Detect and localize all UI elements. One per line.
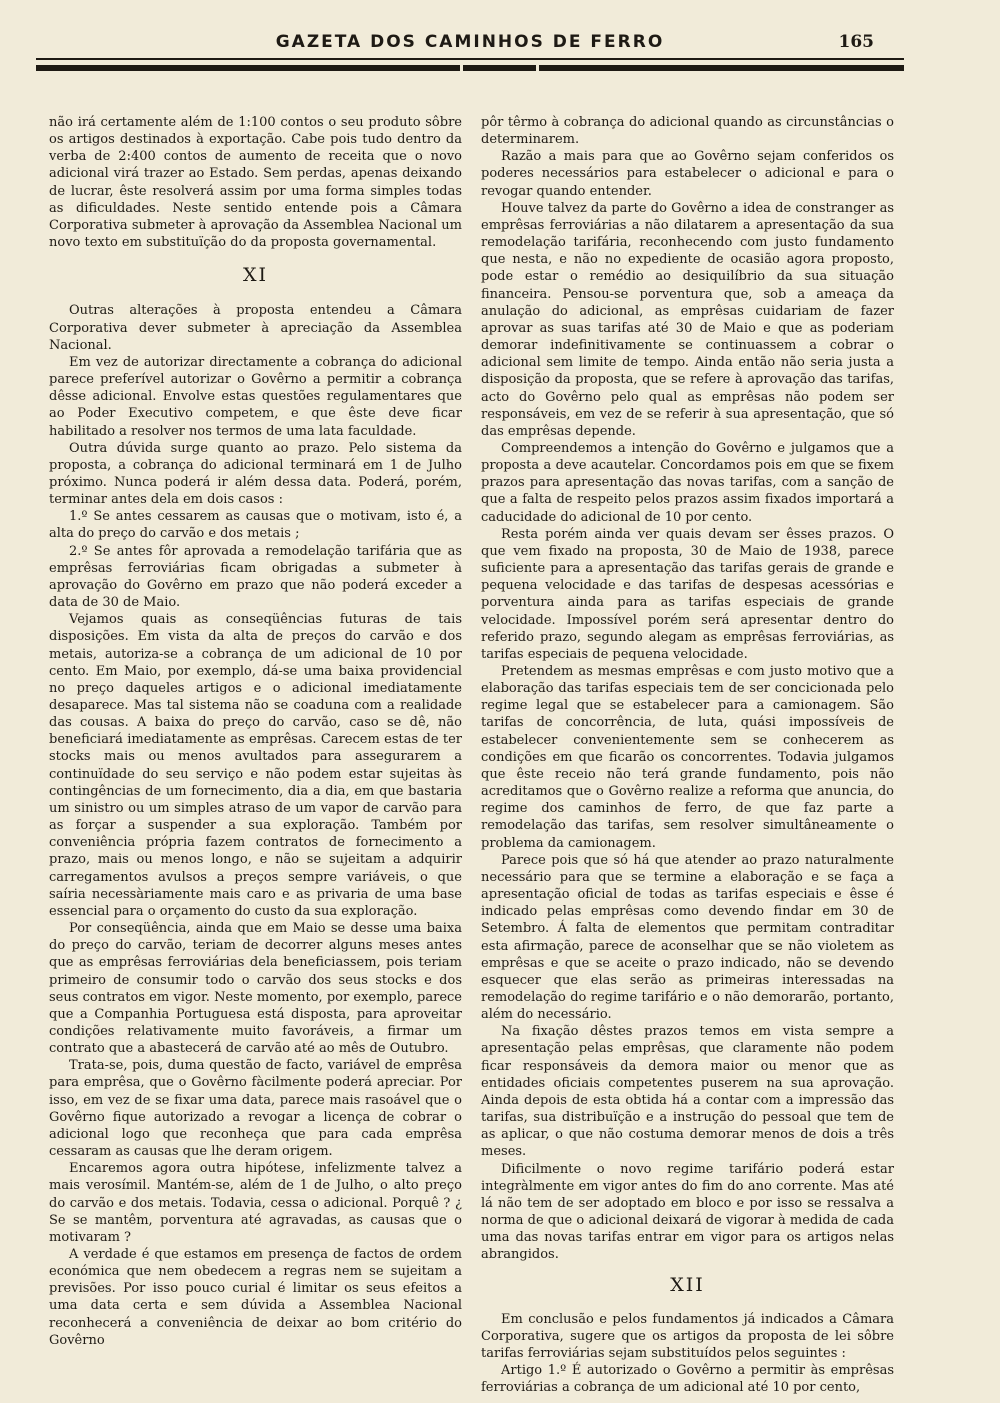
paragraph: Em vez de autorizar directamente a cobrança do adicional parece preferível autorizar o Govêrno a permitir a cobrança dêsse adicional. Envolve estas questões regulamentares que ao Poder Executivo competem, e que êste deve ficar habilitado a resolver nos termos de uma lata faculdade. xyxy=(49,354,462,439)
paragraph: Dificilmente o novo regime tarifário poderá estar integràlmente em vigor antes do fim do ano corrente. Mas até lá não tem de ser adoptado em bloco e por isso se ressalva a norma de que o adicional deixará de vigorar à medida de cada uma das novas tarifas entrar em vigor para os artigos nelas abrangidos. xyxy=(481,1161,894,1263)
paragraph: Encaremos agora outra hipótese, infelizmente talvez a mais verosímil. Mantém-se, além de 1 de Julho, o alto preço do carvão e dos metais. Todavia, cessa o adicional. Porquê ? ¿ Se se mantêm, porventura até agravadas, as causas que o motivaram ? xyxy=(49,1161,462,1245)
paragraph: Em conclusão e pelos fundamentos já indicados a Câmara Corporativa, sugere que os artigos da proposta de lei sôbre tarifas ferroviárias sejam substituídos pelos seguintes : xyxy=(481,1311,894,1361)
paragraph: Outra dúvida surge quanto ao prazo. Pelo sistema da proposta, a cobrança do adicional terminará em 1 de Julho próximo. Nunca poderá ir além dessa data. Poderá, porém, terminar antes dela em dois casos : xyxy=(49,440,462,508)
paragraph: Por conseqüência, ainda que em Maio se desse uma baixa do preço do carvão, teriam de decorrer alguns meses antes que as emprêsas ferroviárias dela beneficiassem, pois teriam primeiro de consumir todo o carvão dos seus stocks e dos seus contratos em vigor. Neste momento, por exemplo, parece que a Companhia Portuguesa está disposta, para aproveitar condições relativamente muito favoráveis, a firmar um contrato que a abastecerá de carvão até ao mês de Outubro. xyxy=(49,921,462,1057)
paragraph: Razão a mais para que ao Govêrno sejam conferidos os poderes necessários para estabelecer o adicional e para o revogar quando entender. xyxy=(481,149,894,199)
header-rule-thick xyxy=(36,65,904,71)
section-heading: XI xyxy=(242,264,269,287)
right-column xyxy=(481,114,894,1396)
paragraph: pôr têrmo à cobrança do adicional quando as circunstâncias o determinarem. xyxy=(481,115,894,148)
paragraph: Houve talvez da parte do Govêrno a idea de constranger as emprêsas ferroviárias a não dilatarem a apresentação da sua remodelação tarifária, reconhecendo com justo fundamento que nesta, e não no expediente de ocasião agora proposto, pode estar o remédio ao desiquilíbrio da sua situação financeira. Pensou-se porventura que, sob a ameaça da anulação do adicional, as emprêsas cuidariam de fazer aprovar as suas tarifas até 30 de Maio e que as poderiam demorar indefinitivamente se continuassem a cobrar o adicional sem limite de tempo. Ainda então não seria justa a disposição da proposta, que se refere à aprovação das tarifas, acto do Govêrno pelo qual as emprêsas não podem ser responsáveis, em vez de se referir à sua apresentação, que só das emprêsas depende. xyxy=(481,200,894,439)
paragraph: Artigo 1.º É autorizado o Govêrno a permitir às emprêsas ferroviárias a cobrança de um adicional até 10 por cento, xyxy=(481,1363,894,1396)
section-heading: XII xyxy=(670,1274,705,1297)
paragraph: 2.º Se antes fôr aprovada a remodelação tarifária que as emprêsas ferroviárias ficam obrigadas a submeter à aprovação do Govêrno em prazo que não poderá exceder a data de 30 de Maio. xyxy=(49,543,462,611)
paragraph: não irá certamente além de 1:100 contos o seu produto sôbre os artigos destinados à exportação. Cabe pois tudo dentro da verba de 2:400 contos de aumento de receita que o novo adicional virá trazer ao Estado. Sem perdas, apenas deixando de lucrar, êste resolverá assim por uma forma simples todas as dificuldades. Neste sentido entende pois a Câmara Corporativa submeter à aprovação da Assemblea Nacional um novo texto em substituïção do da proposta governamental. xyxy=(49,115,462,251)
paragraph: Compreendemos a intenção do Govêrno e julgamos que a proposta a deve acautelar. Concordamos pois em que se fixem prazos para apresentação das novas tarifas, com a sanção de que a falta de respeito pelos prazos assim fixados importará a caducidade do adicional de 10 por cento. xyxy=(481,440,894,525)
publication-title: GAZETA DOS CAMINHOS DE FERRO xyxy=(275,32,665,52)
paragraph: Parece pois que só há que atender ao prazo naturalmente necessário para que se termine a elaboração e se faça a apresentação oficial de todas as tarifas especiais e êsse é indicado pelas emprêsas como devendo findar em 30 de Setembro. Á falta de elementos que permitam contraditar esta afirmação, parece de aconselhar que se não violetem as emprêsas e que se aceite o prazo indicado, não se devendo esquecer que elas serão as primeiras interessadas na remodelação do regime tarifário e o não demorarão, portanto, além do necessário. xyxy=(481,852,894,1023)
paragraph: A verdade é que estamos em presença de factos de ordem económica que nem obedecem a regras nem se sujeitam a previsões. Por isso pouco curial é limitar os seus efeitos a uma data certa e sem dúvida a Assemblea Nacional reconhecerá a conveniência de deixar ao bom critério do Govêrno xyxy=(49,1247,462,1348)
page-number: 165 xyxy=(838,32,874,52)
paragraph: Pretendem as mesmas emprêsas e com justo motivo que a elaboração das tarifas especiais tem de ser concicionada pelo regime legal que se estabelecer para a camionagem. São tarifas de concorrência, de luta, quási impossíveis de estabelecer convenientemente sem se conhecerem as condições em que ficarão os concorrentes. Todavia julgamos que êste receio não terá grande fundamento, pois não acreditamos que o Govêrno realize a reforma que anuncia, do regime dos caminhos de ferro, de que faz parte a remodelação das tarifas, sem resolver simultâneamente o problema da camionagem. xyxy=(481,664,894,851)
paragraph: Resta porém ainda ver quais devam ser êsses prazos. O que vem fixado na proposta, 30 de Maio de 1938, parece suficiente para a apresentação das tarifas gerais de grande e pequena velocidade e das tarifas de despesas acessórias e porventura ainda para as tarifas especiais de grande velocidade. Impossível porém será apresentar dentro do referido prazo, segundo alegam as emprêsas ferroviárias, as tarifas especiais de pequena velocidade. xyxy=(481,526,894,662)
masthead xyxy=(36,28,904,80)
left-column xyxy=(49,114,462,1349)
paragraph: Trata-se, pois, duma questão de facto, variável de emprêsa para emprêsa, que o Govêrno fàcilmente poderá apreciar. Por isso, em vez de se fixar uma data, parece mais rasoável que o Govêrno fique autorizado a revogar a licença de cobrar o adicional logo que reconheça que para cada emprêsa cessaram as causas que lhe deram origem. xyxy=(49,1058,462,1160)
header-rule-gap xyxy=(460,62,463,74)
header-rule-thin xyxy=(36,58,904,60)
paragraph: Na fixação dêstes prazos temos em vista sempre a apresentação pelas emprêsas, que claramente não podem ficar responsáveis da demora maior ou menor que as entidades oficiais competentes puserem na sua aprovação. Ainda depois de esta obtida há a contar com a impressão das tarifas, sua distribuïção e a instrução do pessoal que tem de as aplicar, o que não costuma demorar menos de dois a três meses. xyxy=(481,1024,894,1160)
header-rule-gap xyxy=(536,62,539,74)
paragraph: 1.º Se antes cessarem as causas que o motivam, isto é, a alta do preço do carvão e dos metais ; xyxy=(49,509,462,542)
paragraph: Vejamos quais as conseqüências futuras de tais disposições. Em vista da alta de preços do carvão e dos metais, autoriza-se a cobrança de um adicional de 10 por cento. Em Maio, por exemplo, dá-se uma baixa providencial no preço daqueles artigos e o adicional imediatamente desaparece. Mas tal sistema não se coaduna com a realidade das cousas. A baixa do preço do carvão, caso se dê, não beneficiará imediatamente as emprêsas. Carecem estas de ter stocks mais ou menos avultados para assegurarem a continuïdade do seu serviço e não podem estar sujeitas às contingências de um fornecimento, dia a dia, em que bastaria um sinistro ou um simples atraso de um vapor de carvão para as forçar a suspender a sua exploração. Também por conveniência própria fazem contratos de fornecimento a prazo, mais ou menos longo, e não se sujeitam a adquirir carregamentos avulsos a preços sempre variáveis, o que saíria necessàriamente mais caro e as privaria de uma base essencial para o orçamento do custo da sua exploração. xyxy=(49,612,462,919)
paragraph: Outras alterações à proposta entendeu a Câmara Corporativa dever submeter à apreciação da Assemblea Nacional. xyxy=(49,303,462,353)
